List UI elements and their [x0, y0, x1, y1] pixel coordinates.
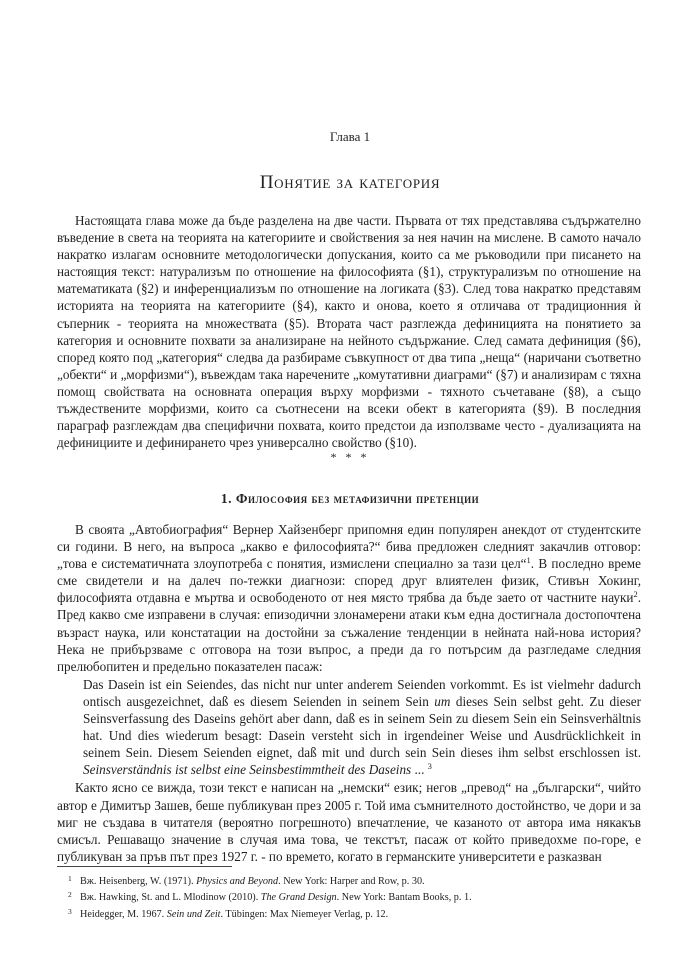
footnote-ref-3[interactable]: 3 [427, 761, 432, 772]
chapter-title: Понятие за категория [259, 172, 441, 193]
section-body [57, 521, 641, 865]
footnotes [68, 872, 638, 921]
footnote-text: Вж. Heisenberg, W. (1971). [80, 876, 197, 887]
p1-part-b: . В последно време сме свидетели и на далеч по-тежки диагнози: според друг влиятелен физик, Стивън Хокинг, философията отдавна е мъртва и освободеното от нея място трябва да бъде заето от частните науки [57, 556, 642, 606]
footnote-ref-2[interactable]: 2 [633, 589, 638, 600]
footnote-text: . New York: Harper and Row, p. 30. [278, 876, 425, 887]
footnote-text: . Tübingen: Max Niemeyer Verlag, p. 12. [220, 908, 389, 920]
footnote-mark: 3 [68, 906, 72, 916]
footnote-2 [68, 888, 638, 904]
footnote-mark: 2 [68, 890, 72, 900]
section-title: 1. Философия без метафизични претенции [220, 491, 480, 506]
footnote-1 [68, 872, 638, 888]
section-divider: * * * [330, 450, 370, 464]
footnote-rule [57, 866, 232, 867]
footnote-text: Вж. Hawking, St. and L. Mlodinow (2010). [80, 892, 261, 904]
body-paragraph-2: Както ясно се вижда, този текст е написан на „немски“ език; негов „превод“ на „български“, чийто автор е Димитър Зашев, беше публикуван през 2005 г. Той има съмнителното достойнство, че дори и за миг не създава в читателя (вероятно погрешното) впечатление, че казаното от автора има някакъв смисъл. Решаващо значение в случая има това, че текстът, пасаж от който приведохме по-горе, е публикуван за пръв път през 1927 г. - по времето, когато в германските университети е разказван [57, 780, 641, 864]
footnote-title: Sein und Zeit [166, 908, 221, 920]
chapter-label: Глава 1 [329, 129, 371, 144]
footnote-text: Heidegger, M. 1967. [80, 908, 167, 920]
quote-ellipsis: ... [411, 762, 428, 778]
quote-emph-um: um [434, 693, 451, 709]
footnote-text: . New York: Bantam Books, p. 1. [336, 892, 472, 904]
p1-part-c: . Пред какво сме изправени в случая: епизодични злонамерени атаки към една достигнала достопочтена възраст наука, или констатации на достойни за съжаление тенденции в нейната най-нова история? Нека не прибързваме с отговора на този въпрос, а преди да го потърсим да разгледаме следния прелюбопитен и предельно показателен пасаж: [57, 590, 641, 674]
quote-emph-sentence: Seinsverständnis ist selbst eine Seinsbestimmtheit des Daseins [83, 762, 412, 778]
quote-part-b: dieses Sein selbst geht. Zu dieser Seinsverfassung des Daseins gehört aber dann, daß es in seinem Sein zu diesem Sein ein Seinsverhältnis hat. Und dies wiederum besagt: Dasein versteht sich in irgendeiner Weise und Ausdrücklichkeit in seinem Sein. Diesem Seienden eignet, daß mit und durch sein Sein dieses ihm selbst erschlossen ist. [83, 693, 641, 761]
footnote-title: Physics and Beyond [196, 876, 279, 887]
block-quote [83, 676, 641, 779]
body-paragraph-1 [57, 521, 641, 675]
footnote-title: The Grand Design [260, 892, 337, 904]
p1-part-a: В своята „Автобиография“ Вернер Хайзенберг припомня един популярен анекдот от студентските си години. В него, на въпроса „какво е философията?“ бива предложен следният закачлив отговор: „това е систематичната злоупотреба с понятия, измислени специално за тази цел“ [57, 522, 641, 572]
intro-paragraph: Настоящата глава може да бъде разделена на две части. Първата от тях представлява съдържателно въведение в света на теорията на категориите и свойствения за нея начин на мислене. В самото начало накратко излагам основните методологически допускания, които са ме ръководили при писането на настоящия текст: натурализъм по отношение на философията (§1), структурализъм по отношение на математиката (§2) и инференциализъм по отношение на логиката (§3). След това накратко представям историята на теорията на категориите (§4), както и онова, което я отличава от традиционния ѝ съперник - теорията на множествата (§5). Втората част разглежда дефиницията на понятието за категория и основните похвати за анализиране на нейното съдържание. След самата дефиниция (§6), според която под „категория“ следва да разбираме съвкупност от два типа „неща“ (наричани съответно „обекти“ и „морфизми“), въвеждам така наречените „комутативни диаграми“ (§7) и анализирам с тяхна помощ свойствата на основната операция върху морфизми - тяхното съчетаване (§8), а също тъждествените морфизми, които са съотнесени на всеки обект в категорията (§9). В последния параграф разглеждам два специфични похвата, които предстои да използваме често - дуализацията на дефинициите и дефинирането чрез универсално свойство (§10). [57, 213, 641, 451]
quote-part-a: Das Dasein ist ein Seiendes, das nicht nur unter anderem Seienden vorkommt. Es ist vielmehr dadurch ontisch ausgezeichnet, daß es diesem Seienden in seinem Sein [83, 676, 641, 709]
footnote-ref-1[interactable]: 1 [526, 555, 531, 566]
footnote-3 [68, 905, 638, 921]
footnote-mark: 1 [68, 874, 72, 883]
intro-block [57, 212, 641, 451]
